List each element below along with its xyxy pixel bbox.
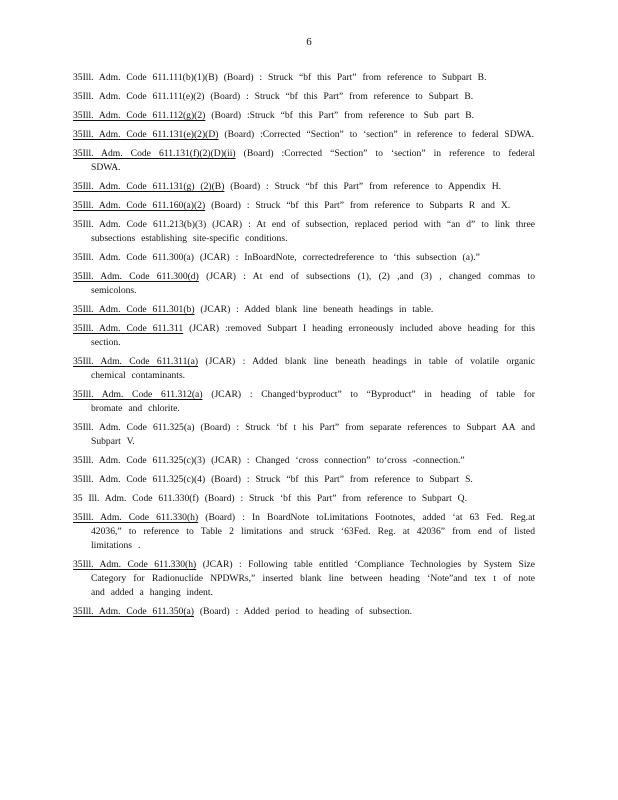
code-citation: 35Ill. Adm. Code 611.131(e)(2)(D) bbox=[73, 129, 219, 140]
amendment-description: (Board) :Corrected “Section” to ‘section” in reference to federal SDWA. bbox=[218, 129, 534, 140]
amendment-entry bbox=[73, 128, 535, 142]
amendment-description: (JCAR) : Added blank line beneath headings in table. bbox=[194, 304, 434, 315]
code-citation: 35Ill. Adm. Code 611.131(f)(2)(D)(ii) bbox=[73, 148, 236, 159]
amendment-entry bbox=[73, 322, 535, 350]
code-citation: 35Ill. Adm. Code 611.312(a) bbox=[73, 389, 203, 400]
amendment-description: (JCAR) : Added blank line beneath headings in table of volatile organic chemical contaminants. bbox=[91, 356, 535, 381]
amendment-entry bbox=[73, 109, 535, 123]
code-citation: 35Ill. Adm. Code 611.300(a) bbox=[73, 252, 194, 263]
code-citation: 35Ill. Adm. Code 611.330(h) bbox=[73, 559, 197, 570]
amendment-description: (Board) : Struck ‘bf this Part” from reference to Subpart Q. bbox=[198, 493, 467, 504]
amendment-entry bbox=[73, 147, 535, 175]
amendment-entry bbox=[73, 454, 535, 468]
amendment-description: (JCAR) : Changed ‘cross connection” to‘cross -connection.” bbox=[205, 455, 465, 466]
amendment-entry bbox=[73, 218, 535, 246]
code-citation: 35Ill. Adm. Code 611.325(c)(4) bbox=[73, 474, 206, 485]
amendment-description: (Board) :Corrected “Section” to ‘section” in reference to federal SDWA. bbox=[91, 148, 536, 173]
code-citation: 35Ill. Adm. Code 611.111(e)(2) bbox=[73, 91, 205, 102]
amendment-description: (Board) : Struck ‘bf t his Part” from separate references to Subpart AA and Subpart V. bbox=[91, 422, 535, 447]
amendment-entry bbox=[73, 558, 535, 600]
amendment-entry bbox=[73, 511, 535, 553]
code-citation: 35Ill. Adm. Code 611.301(b) bbox=[73, 304, 195, 315]
code-citation: 35Ill. Adm. Code 611.131(g) (2)(B) bbox=[73, 181, 225, 192]
code-citation: 35Ill. Adm. Code 611.311 bbox=[73, 323, 184, 334]
amendment-description: (JCAR) : At end of subsection, replaced period with “an d” to link three subsections establishing site-specific conditions. bbox=[91, 219, 535, 244]
amendment-entry bbox=[73, 270, 535, 298]
code-citation: 35Ill. Adm. Code 611.300(d) bbox=[73, 271, 199, 282]
amendment-entry bbox=[73, 180, 535, 194]
amendment-entry bbox=[73, 251, 535, 265]
amendment-entry bbox=[73, 199, 535, 213]
code-citation: 35Ill. Adm. Code 611.325(c)(3) bbox=[73, 455, 206, 466]
amendment-entry bbox=[73, 303, 535, 317]
amendment-description: (Board) : Struck “bf this Part” from reference to Subparts R and X. bbox=[205, 200, 511, 211]
amendment-entry bbox=[73, 71, 535, 85]
amendment-entry bbox=[73, 388, 535, 416]
amendment-description: (Board) : Struck “bf this Part” from reference to Subpart B. bbox=[204, 91, 474, 102]
amendment-entry bbox=[73, 492, 535, 506]
amendment-description: (JCAR) : At end of subsections (1), (2) ,and (3) , changed commas to semicolons. bbox=[91, 271, 535, 296]
amendment-description: (JCAR) : Changed‘byproduct” to “Byproduct” in heading of table for bromate and chlorite. bbox=[91, 389, 535, 414]
amendment-entry bbox=[73, 605, 535, 619]
amendment-entry bbox=[73, 473, 535, 487]
amendment-description: (JCAR) : InBoardNote, correctedreference to ‘this subsection (a).” bbox=[194, 252, 480, 263]
amendment-description: (JCAR) : Following table entitled ‘Compliance Technologies by System Size Category for Radionuclide NPDWRs,” inserted blank line between heading ‘Note”and tex t of note and added a hanging indent. bbox=[91, 559, 536, 598]
amendment-description: (Board) : Added period to heading of subsection. bbox=[194, 606, 412, 617]
amendment-entry bbox=[73, 355, 535, 383]
code-citation: 35Ill. Adm. Code 611.330(h) bbox=[73, 512, 199, 523]
page-number: 6 bbox=[306, 36, 312, 48]
code-citation: 35Ill. Adm. Code 611.160(a)(2) bbox=[73, 200, 206, 211]
amendment-description: (Board) : Struck “bf this Part” from reference to Appendix H. bbox=[224, 181, 502, 192]
amendment-list bbox=[73, 71, 535, 624]
amendment-description: (Board) : In BoardNote toLimitations Footnotes, added ‘at 63 Fed. Reg.at 42036,” to reference to Table 2 limitations and struck ‘63Fed. Reg. at 42036” from end of listed limitations . bbox=[91, 512, 535, 551]
code-citation: 35Ill. Adm. Code 611.111(b)(1)(B) bbox=[73, 72, 218, 83]
amendment-entry bbox=[73, 421, 535, 449]
amendment-description: (Board) : Struck “bf this Part” from reference to Subpart B. bbox=[217, 72, 487, 83]
code-citation: 35Ill. Adm. Code 611.311(a) bbox=[73, 356, 199, 367]
amendment-entry bbox=[73, 90, 535, 104]
code-citation: 35Ill. Adm. Code 611.213(b)(3) bbox=[73, 219, 207, 230]
amendment-description: (JCAR) :removed Subpart I heading erroneously included above heading for this section. bbox=[91, 323, 535, 348]
amendment-description: (Board) : Struck “bf this Part” from reference to Subpart S. bbox=[205, 474, 473, 485]
code-citation: 35Ill. Adm. Code 611.112(g)(2) bbox=[73, 110, 206, 121]
amendment-description: (Board) :Struck “bf this Part” from reference to Sub part B. bbox=[205, 110, 475, 121]
code-citation: 35Ill. Adm. Code 611.350(a) bbox=[73, 606, 194, 617]
code-citation: 35 Ill. Adm. Code 611.330(f) bbox=[73, 493, 199, 504]
code-citation: 35Ill. Adm. Code 611.325(a) bbox=[73, 422, 195, 433]
